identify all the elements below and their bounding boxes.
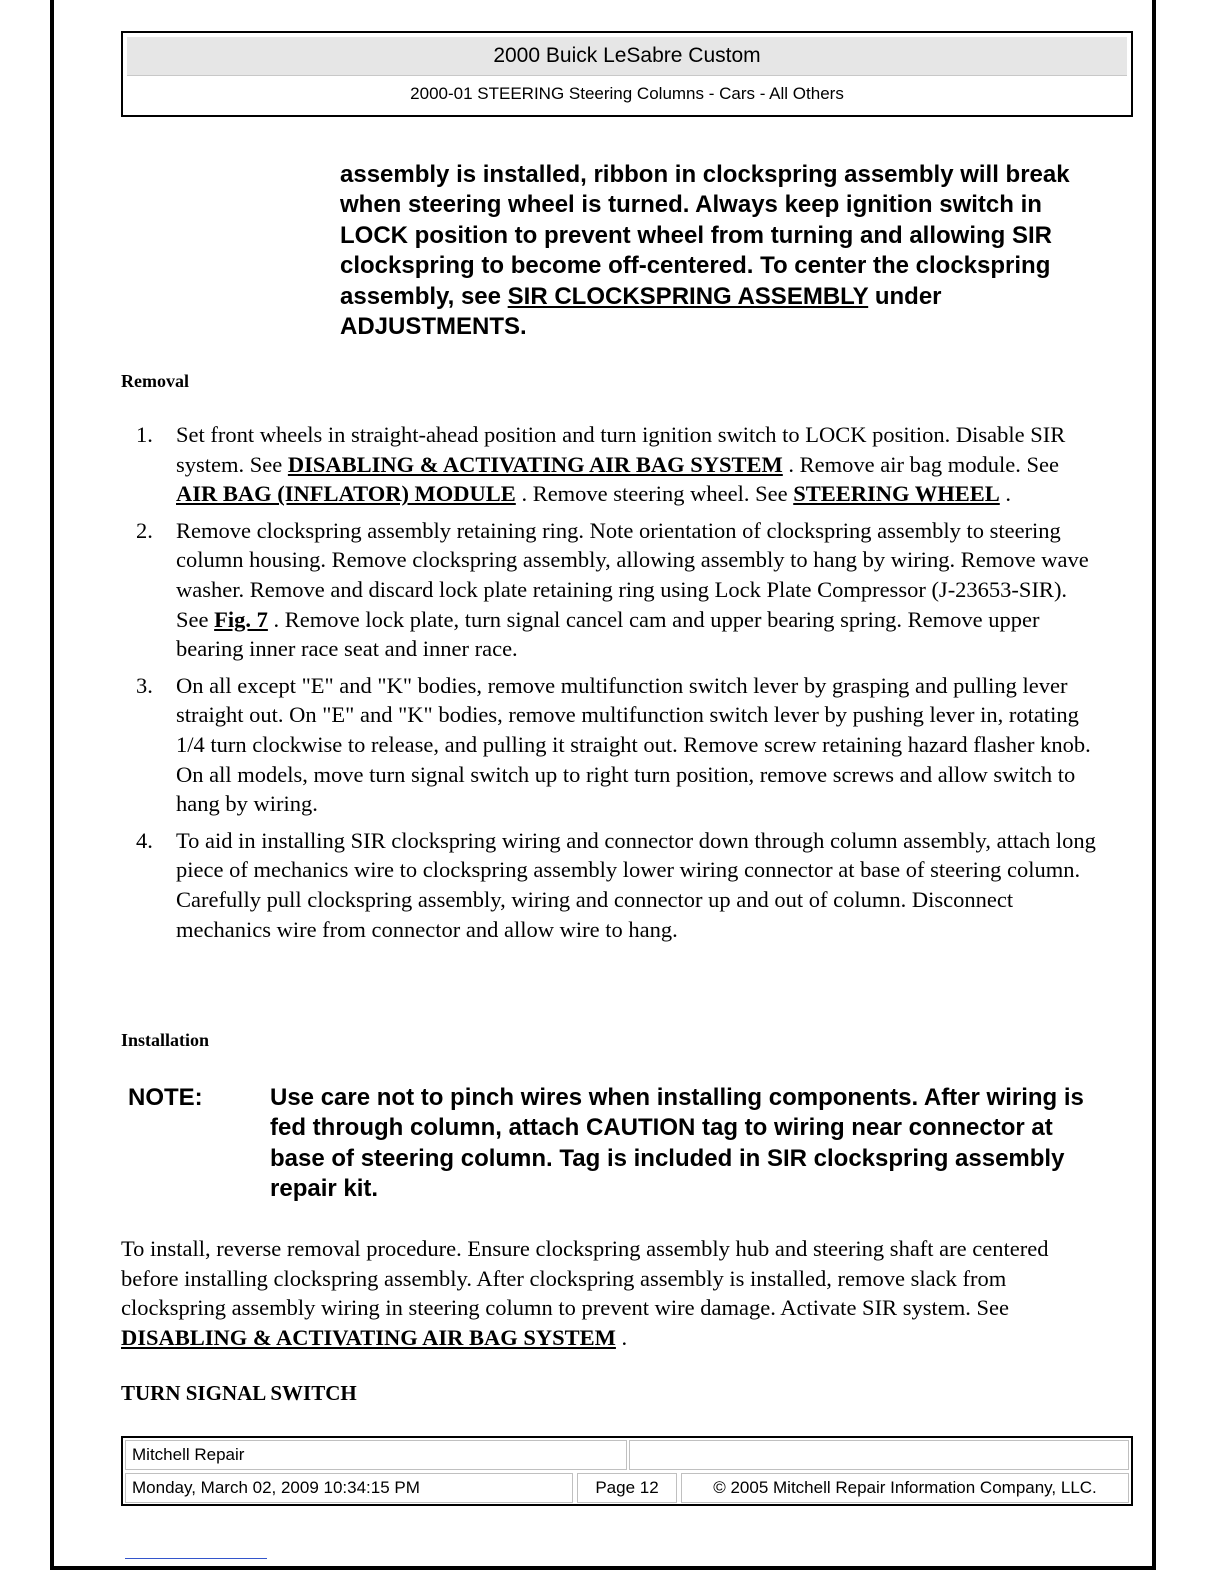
footer-blank xyxy=(629,1440,1129,1470)
step-number: 2. xyxy=(136,517,153,543)
footer-source: Mitchell Repair xyxy=(125,1440,627,1470)
step-text: On all except "E" and "K" bodies, remove multifunction switch lever by grasping and pulling lever straight out. On "E" and "K" bodies, remove multifunction switch lever by pushing lever in, rotating 1/4 turn clockwise to release, and pulling it straight out. Remove screw retaining hazard flasher knob. On all models, move turn signal switch up to right turn position, remove screws and allow switch to hang by wiring. xyxy=(176,672,1091,817)
list-item xyxy=(120,826,1110,944)
installation-heading: Installation xyxy=(121,1030,210,1050)
bottom-rule xyxy=(125,1558,267,1559)
airbag-module-link[interactable]: AIR BAG (INFLATOR) MODULE xyxy=(176,481,516,507)
footer-page-number: Page 12 xyxy=(577,1473,677,1503)
step-text: Remove clockspring assembly retaining ring. Note orientation of clockspring assembly to steering column housing. Remove clockspring assembly, allowing assembly to hang by wiring. Remove wave washer. Remove and discard lock plate retaining ring using Lock Plate Compressor (J-23653-SIR). See Fig. 7 . Remove lock plate, turn signal cancel cam and upper bearing spring. Remove upper bearing inner race seat and inner race. xyxy=(176,517,1089,662)
note-block xyxy=(128,1083,1108,1205)
disabling-airbag-link[interactable]: DISABLING & ACTIVATING AIR BAG SYSTEM xyxy=(287,451,783,477)
step-number: 1. xyxy=(136,422,153,447)
page-border-bottom xyxy=(50,1566,1156,1570)
steering-wheel-link[interactable]: STEERING WHEEL xyxy=(793,481,1000,507)
page-border-left xyxy=(50,0,54,1570)
document-footer xyxy=(121,1436,1133,1506)
step-text: Set front wheels in straight-ahead position and turn ignition switch to LOCK position. Disable SIR system. See DISABLING & ACTIVATING AIR BAG SYSTEM . Remove air bag module. See AIR BAG (INFLATOR) MODULE . Remove steering wheel. See STEERING WHEEL . xyxy=(176,422,1066,507)
document-header xyxy=(121,31,1133,117)
fig-7-link[interactable]: Fig. 7 xyxy=(214,606,268,632)
disabling-airbag-link-2[interactable]: DISABLING & ACTIVATING AIR BAG SYSTEM xyxy=(121,1324,616,1350)
list-item xyxy=(120,420,1110,509)
document-subtitle: 2000-01 STEERING Steering Columns - Cars - All Others xyxy=(410,84,844,103)
warning-block xyxy=(340,160,1100,342)
step-number: 4. xyxy=(136,827,153,853)
installation-paragraph: To install, reverse removal procedure. Ensure clockspring assembly hub and steering shaft are centered before installing clockspring assembly. After clockspring assembly is installed, remove slack from clockspring assembly wiring in steering column to prevent wire damage. Activate SIR system. See DISABLING & ACTIVATING AIR BAG SYSTEM . xyxy=(121,1236,1049,1350)
warning-text-end: under ADJUSTMENTS. xyxy=(340,282,942,341)
step-number: 3. xyxy=(136,672,153,698)
note-label: NOTE: xyxy=(128,1084,203,1111)
step-text: To aid in installing SIR clockspring wiring and connector down through column assembly, attach long piece of mechanics wire to clockspring assembly lower wiring connector at base of steering column. Carefully pull clockspring assembly, wiring and connector up and out of column. Disconnect mechanics wire from connector and allow wire to hang. xyxy=(176,827,1096,942)
turn-signal-switch-heading: TURN SIGNAL SWITCH xyxy=(121,1381,357,1405)
removal-heading: Removal xyxy=(121,371,189,391)
warning-text: assembly is installed, ribbon in clockspring assembly will break when steering wheel is turned. Always keep ignition switch in LOCK position to prevent wheel from turning and allowing SIR clockspring to become off-centered. To center the clockspring assembly, see xyxy=(340,161,1070,310)
page-border-right xyxy=(1152,0,1156,1570)
removal-steps xyxy=(120,420,1110,951)
footer-copyright: © 2005 Mitchell Repair Information Company, LLC. xyxy=(681,1473,1129,1503)
document-title: 2000 Buick LeSabre Custom xyxy=(127,37,1127,76)
list-item xyxy=(120,671,1110,819)
note-text: Use care not to pinch wires when installing components. After wiring is fed through column, attach CAUTION tag to wiring near connector at base of steering column. Tag is included in SIR clockspring assembly repair kit. xyxy=(270,1084,1084,1203)
list-item xyxy=(120,516,1110,664)
sir-clockspring-link[interactable]: SIR CLOCKSPRING ASSEMBLY xyxy=(507,282,869,310)
footer-datetime: Monday, March 02, 2009 10:34:15 PM xyxy=(125,1473,573,1503)
